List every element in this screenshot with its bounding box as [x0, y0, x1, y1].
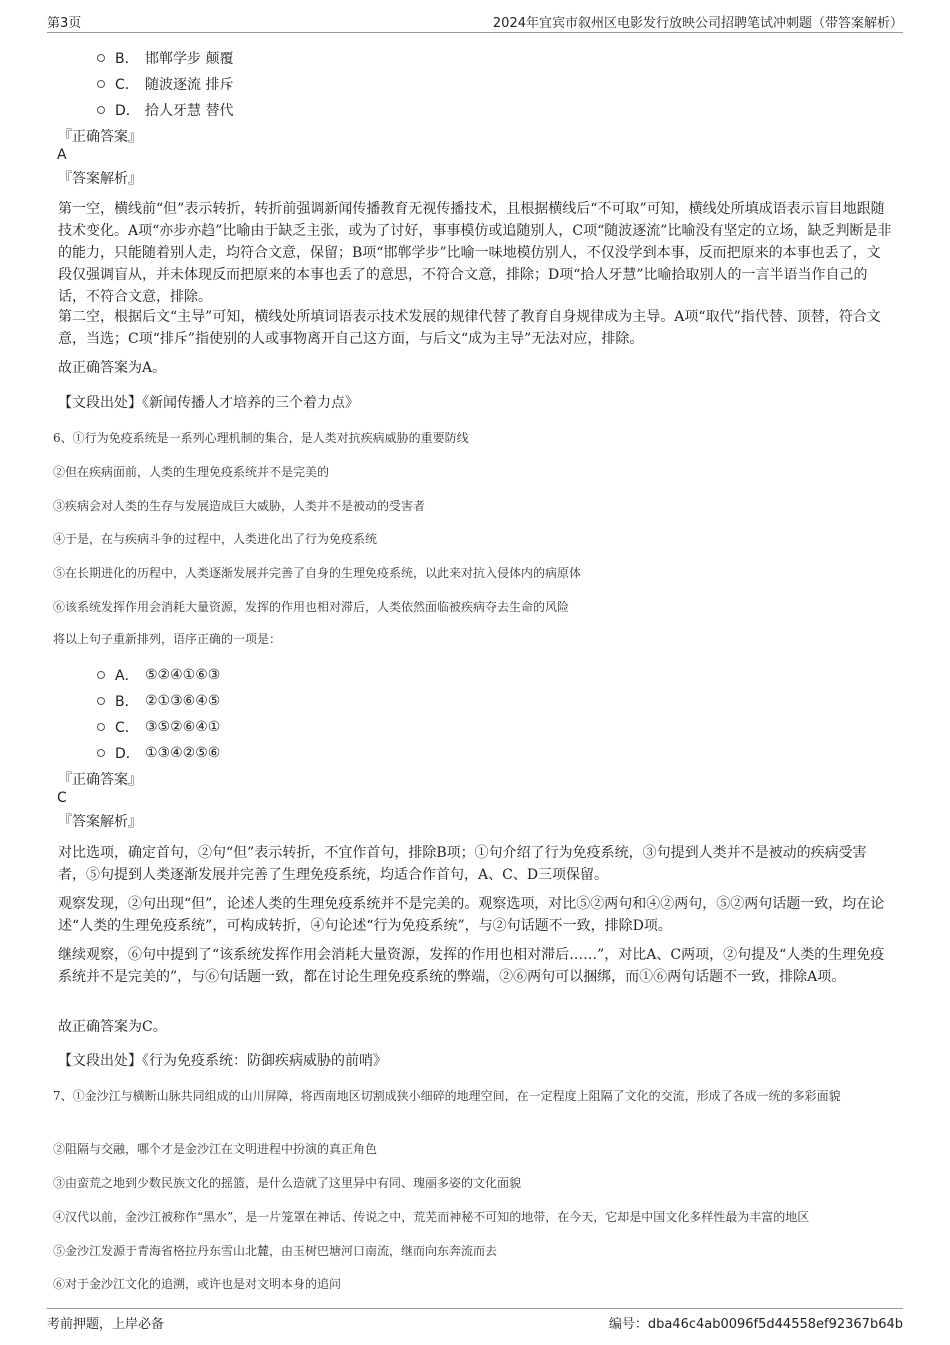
page-footer — [47, 1308, 903, 1332]
q5-analysis-para-1: 第一空，横线前“但”表示转折，转折前强调新闻传播教育无视传播技术，且根据横线后“不可取”可知，横线处所填成语表示盲目地跟随技术变化。A项“亦步亦趋”比喻由于缺乏主张，或为了讨好，事事模仿或追随别人，C项“随波逐流”比喻没有坚定的立场，缺乏判断是非的能力，只能随着别人走，均符合文意，保留；B项“邯郸学步”比喻一味地模仿别人，不仅没学到本事，反而把原来的本事也丢了，文段仅强调盲从，并未体现反而把原来的本事也丢了的意思，不符合文意，排除；D项“拾人牙慧”比喻拾取别人的一言半语当作自己的话，不符合文意，排除。 — [58, 201, 892, 305]
q7-sentence-3: ③由蛮荒之地到少数民族文化的摇篮，是什么造就了这里异中有同、瑰丽多姿的文化面貌 — [53, 1176, 522, 1190]
q6-option-a[interactable]: A． ⑤②④①⑥③ — [97, 665, 220, 685]
radio-icon[interactable] — [97, 54, 105, 62]
q6-sentence-4: ④于是，在与疾病斗争的过程中，人类进化出了行为免疫系统 — [53, 532, 378, 546]
radio-icon[interactable] — [97, 697, 105, 705]
q7-stem: 7、①金沙江与横断山脉共同组成的山川屏障，将西南地区切割成狭小细碎的地理空间，在一定程度上阻隔了文化的交流，形成了各成一统的多彩面貌 — [53, 1089, 841, 1103]
q6-analysis-para-3: 继续观察，⑥句中提到了“该系统发挥作用会消耗大量资源，发挥的作用也相对滞后……”，对比A、C两项，②句提及“人类的生理免疫系统并不是完美的”，与⑥句话题一致，都在讨论生理免疫系统的弊端，②⑥两句可以捆绑，而①⑥两句话题不一致，排除A项。 — [58, 947, 885, 985]
radio-icon[interactable] — [97, 723, 105, 731]
q6-sentence-5: ⑤在长期进化的历程中，人类逐渐发展并完善了自身的生理免疫系统，以此来对抗入侵体内的病原体 — [53, 566, 582, 580]
q5-conclusion: 故正确答案为A。 — [58, 360, 167, 376]
q5-source: 【文段出处】《新闻传播人才培养的三个着力点》 — [58, 395, 359, 411]
q5-answer: A — [57, 147, 67, 163]
q6-sentence-3: ③疾病会对人类的生存与发展造成巨大威胁，人类并不是被动的受害者 — [53, 499, 426, 513]
q6-sentence-6: ⑥该系统发挥作用会消耗大量资源，发挥的作用也相对滞后，人类依然面临被疾病夺去生命的风险 — [53, 600, 570, 614]
q6-option-d[interactable]: D． ①③④②⑤⑥ — [97, 743, 220, 763]
q7-sentence-6: ⑥对于金沙江文化的追溯，或许也是对文明本身的追问 — [53, 1277, 342, 1291]
q5-option-c[interactable]: C． 随波逐流 排斥 — [97, 74, 233, 94]
q6-prompt: 将以上句子重新排列，语序正确的一项是： — [53, 632, 282, 646]
q6-sentence-2: ②但在疾病面前，人类的生理免疫系统并不是完美的 — [53, 465, 330, 479]
document-title: 2024年宜宾市叙州区电影发行放映公司招聘笔试冲刺题（带答案解析） — [492, 16, 903, 31]
q5-answer-label: 『正确答案』 — [58, 129, 142, 145]
radio-icon[interactable] — [97, 80, 105, 88]
q5-option-d[interactable]: D． 拾人牙慧 替代 — [97, 100, 233, 120]
q6-analysis-para-2: 观察发现，②句出现“但”，论述人类的生理免疫系统并不是完美的。观察选项，对比⑤②两句和④②两句，⑤②两句话题一致，均在论述“人类的生理免疫系统”，可构成转折，④句论述“行为免疫系统”，与②句话题不一致，排除D项。 — [58, 896, 885, 934]
q6-option-b[interactable]: B． ②①③⑥④⑤ — [97, 691, 220, 711]
radio-icon[interactable] — [97, 106, 105, 114]
q6-answer: C — [57, 790, 67, 806]
q7-sentence-2: ②阻隔与交融，哪个才是金沙江在文明进程中扮演的真正角色 — [53, 1142, 378, 1156]
footer-slogan: 考前押题，上岸必备 — [47, 1317, 165, 1332]
radio-icon[interactable] — [97, 749, 105, 757]
q6-stem: 6、①行为免疫系统是一系列心理机制的集合，是人类对抗疾病威胁的重要防线 — [53, 431, 469, 445]
q5-option-b[interactable]: B． 邯郸学步 颠覆 — [97, 48, 233, 68]
q5-analysis-label: 『答案解析』 — [58, 171, 142, 187]
q6-source: 【文段出处】《行为免疫系统：防御疾病威胁的前哨》 — [58, 1053, 387, 1069]
q6-conclusion: 故正确答案为C。 — [58, 1019, 167, 1035]
q6-answer-label: 『正确答案』 — [58, 772, 142, 788]
radio-icon[interactable] — [97, 671, 105, 679]
q6-option-c[interactable]: C． ③⑤②⑥④① — [97, 717, 220, 737]
page-header — [47, 12, 903, 33]
q5-analysis-para-2: 第二空，根据后文“主导”可知，横线处所填词语表示技术发展的规律代替了教育自身规律成为主导。A项“取代”指代替、顶替，符合文意，当选；C项“排斥”指使别的人或事物离开自己这方面，与后文“成为主导”无法对应，排除。 — [58, 309, 881, 347]
document-id: 编号：dba46c4ab0096f5d44558ef92367b64b — [608, 1317, 903, 1332]
q6-analysis-para-1: 对比选项，确定首句，②句“但”表示转折，不宜作首句，排除B项；①句介绍了行为免疫系统，③句提到人类并不是被动的疾病受害者，⑤句提到人类逐渐发展并完善了生理免疫系统，均适合作首句，A、C、D三项保留。 — [58, 845, 867, 883]
q7-sentence-5: ⑤金沙江发源于青海省格拉丹东雪山北麓，由玉树巴塘河口南流，继而向东奔流而去 — [53, 1244, 498, 1258]
q7-sentence-4: ④汉代以前，金沙江被称作“黑水”，是一片笼罩在神话、传说之中，荒芜而神秘不可知的地带，在今天，它却是中国文化多样性最为丰富的地区 — [53, 1210, 810, 1224]
q6-analysis-label: 『答案解析』 — [58, 814, 142, 830]
page-number: 第3页 — [47, 16, 82, 31]
